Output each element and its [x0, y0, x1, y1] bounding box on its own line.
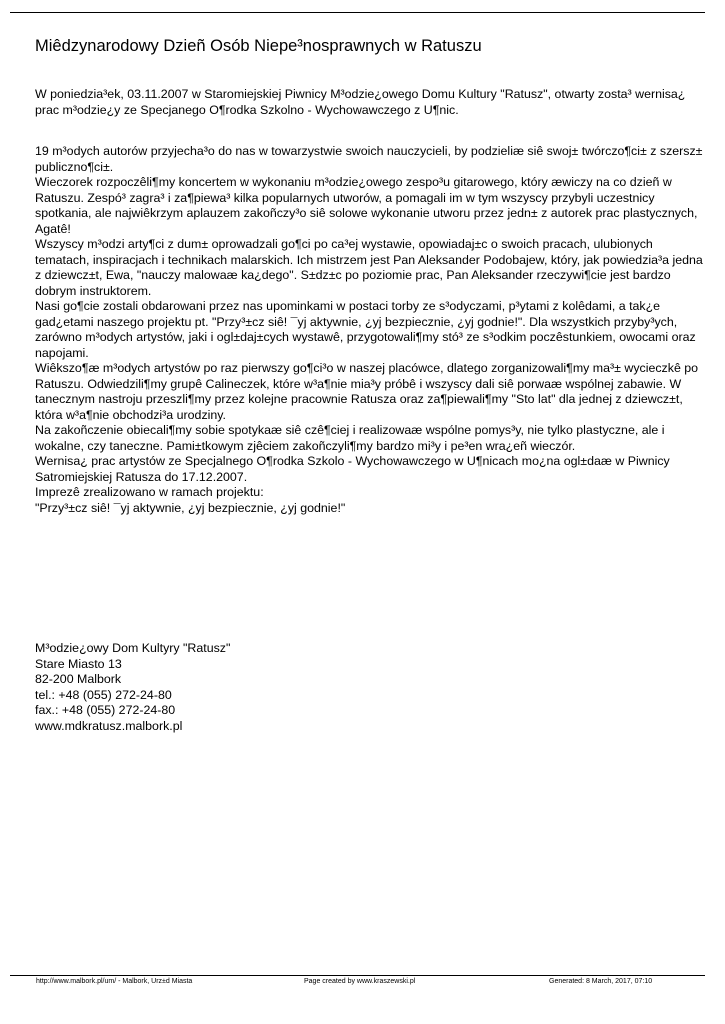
- contact-phone: tel.: +48 (055) 272-24-80: [35, 687, 172, 702]
- paragraph-project-name: "Przy³±cz siê! ¯yj aktywnie, ¿yj bezpiecznie, ¿yj godnie!": [35, 500, 346, 515]
- paragraph-project-intro: Imprezê zrealizowano w ramach projektu:: [35, 485, 264, 499]
- contact-name: M³odzie¿owy Dom Kultyry "Ratusz": [35, 641, 231, 655]
- footer-divider: [10, 975, 705, 976]
- paragraph-tour: Wiêkszo¶æ m³odych artystów po raz pierwszy go¶ci³o w naszej placówce, dlatego zorganizowali¶my ma³± wycieczkê po Ratuszu. Odwiedzili¶my grupê Calineczek, które w³a¶nie mia³y próbê i wszyscy dali siê porwaæ wspólnej zabawie. W tanecznym nastroju przeszli¶my przez kolejne pracownie Ratusza oraz za¶piewali¶my "Sto lat" dla jednej z dziewcz±t, która w³a¶nie obchodzi³a urodziny.: [35, 361, 699, 422]
- footer-source-url: http://www.malbork.pl/um/ - Malbork, Urz±d Miasta: [36, 978, 193, 985]
- footer-credit: Page created by www.kraszewski.pl: [304, 978, 416, 985]
- contact-website: www.mdkratusz.malbork.pl: [35, 718, 183, 733]
- paragraph-concert: Wieczorek rozpoczêli¶my koncertem w wykonaniu m³odzie¿owego zespo³u gitarowego, który æwiczy na co dzieñ w Ratuszu. Zespó³ zagra³ i za¶piewa³ kilka popularnych utworów, a pomagali im w tym wszyscy przybyli uczestnicy spotkania, ale najwiêkrzym aplauzem zakoñczy³o siê solowe wykonanie utworu przez jedn± z autorek prac plastycznych, Agatê!: [35, 175, 698, 236]
- intro-paragraph: W poniedzia³ek, 03.11.2007 w Staromiejskiej Piwnicy M³odzie¿owego Domu Kultury "Ratusz", otwarty zosta³ wernisa¿ prac m³odzie¿y ze Specjanego O¶rodka Szkolno - Wychowawczego z U¶nic.: [35, 87, 686, 117]
- contact-block: [35, 641, 435, 734]
- paragraph-gifts: Nasi go¶cie zostali obdarowani przez nas upominkami w postaci torby ze s³odyczami, p³ytami z kolêdami, a tak¿e gad¿etami naszego projektu pt. "Przy³±cz siê! ¯yj aktywnie, ¿yj bezpiecznie, ¿yj godnie!". Dla wszystkich przyby³ych, zarówno m³odych artystów, jaki i ogl±daj±cych wystawê, przygotowali¶my stó³ ze s³odkim poczêstunkiem, owocami oraz napojami.: [35, 299, 696, 360]
- paragraph-artists: Wszyscy m³odzi arty¶ci z dum± oprowadzali go¶ci po ca³ej wystawie, opowiadaj±c o swoich pracach, ulubionych tematach, inspiracjach i technikach malarskich. Ich mistrzem jest Pan Aleksander Podobajew, który, jak powiedzia³a jedna z dziewcz±t, Ewa, "nauczy malowaæ ka¿dego". S±dz±c po poziomie prac, Pan Aleksander rzeczywi¶cie jest bardzo dobrym instruktorem.: [35, 237, 703, 298]
- contact-city: 82-200 Malbork: [35, 672, 122, 686]
- paragraph-exhibition-dates: Wernisa¿ prac artystów ze Specjalnego O¶rodka Szkolo - Wychowawczego w U¶nicach mo¿na ogl±daæ w Piwnicy Satromiejskiej Ratusza do 17.12.2007.: [35, 454, 670, 484]
- page-title: Miêdzynarodowy Dzieñ Osób Niepe³nosprawnych w Ratuszu: [35, 37, 482, 55]
- paragraph-closing: Na zakoñczenie obiecali¶my sobie spotykaæ siê czê¶ciej i realizowaæ wspólne pomys³y, nie tylko plastyczne, ale i wokalne, czy taneczne. Pami±tkowym zjêciem zakoñczyli¶my bardzo mi³y i pe³en wra¿eñ wieczór.: [35, 423, 665, 453]
- contact-fax: fax.: +48 (055) 272-24-80: [35, 703, 176, 717]
- paragraph-authors: 19 m³odych autorów przyjecha³o do nas w towarzystwie swoich nauczycieli, by podzieliæ siê swoj± twórczo¶ci± z szersz± publiczno¶ci±.: [35, 144, 703, 174]
- top-divider: [10, 12, 705, 13]
- footer-generated-date: Generated: 8 March, 2017, 07:10: [549, 978, 653, 985]
- article-body: [35, 144, 705, 516]
- contact-street: Stare Miasto 13: [35, 656, 122, 671]
